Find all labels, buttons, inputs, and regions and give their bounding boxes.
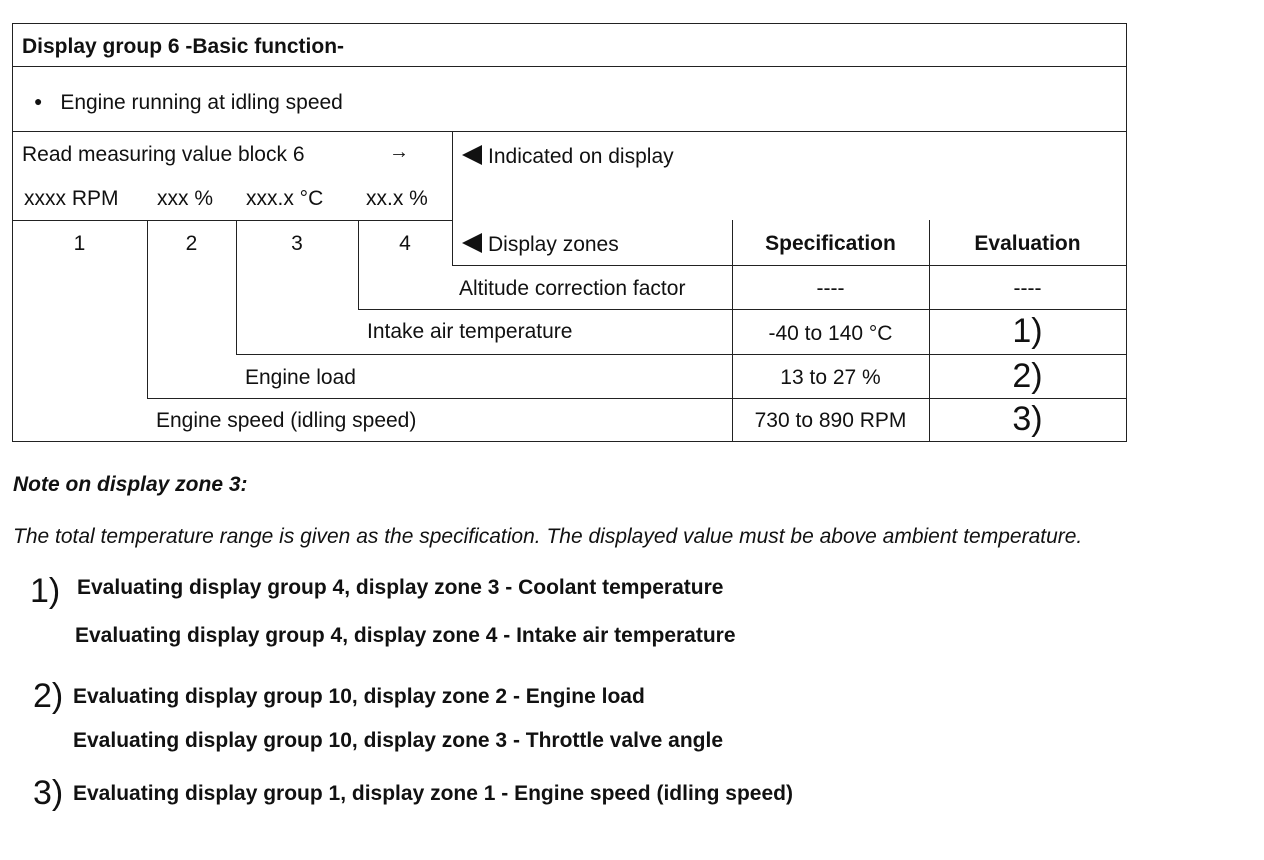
table-divider [452, 265, 1126, 266]
row-label: Engine load [245, 366, 356, 389]
specification-header: Specification [765, 232, 896, 255]
table-title: Display group 6 -Basic function- [22, 35, 345, 58]
unit-zone-3: xxx.x °C [246, 187, 324, 210]
bullet-icon: ● [34, 93, 43, 109]
table-border-bottom [12, 441, 1126, 442]
unit-zone-1: xxxx RPM [24, 187, 119, 210]
table-divider [452, 131, 453, 266]
row-eval: 1) [1012, 312, 1043, 350]
table-divider [236, 354, 1126, 355]
ref-line: Evaluating display group 10, display zone 3 - Throttle valve angle [73, 729, 723, 752]
zone-number-2: 2 [185, 232, 198, 255]
display-zones-label: Display zones [488, 233, 619, 256]
indicated-label: Indicated on display [488, 145, 674, 168]
display-zones-header [462, 233, 619, 255]
table-divider [12, 66, 1126, 67]
zone-number-1: 1 [73, 232, 86, 255]
row-spec: 730 to 890 RPM [754, 409, 907, 432]
triangle-left-icon [462, 145, 482, 165]
row-label: Altitude correction factor [459, 277, 686, 300]
ref-line: Evaluating display group 1, display zone 1 - Engine speed (idling speed) [73, 782, 793, 805]
row-spec: ---- [816, 277, 845, 300]
table-divider [147, 398, 1126, 399]
evaluation-header: Evaluation [974, 232, 1081, 255]
table-divider [12, 220, 452, 221]
ref-line: Evaluating display group 10, display zone 2 - Engine load [73, 685, 645, 708]
table-divider [358, 309, 1126, 310]
note-title: Note on display zone 3: [13, 473, 248, 496]
unit-zone-4: xx.x % [366, 187, 428, 210]
table-border-right [1126, 23, 1127, 442]
ref-number: 3) [33, 774, 64, 812]
indicated-on-display [462, 145, 674, 167]
ref-number: 1) [30, 572, 61, 610]
read-block-label: Read measuring value block 6 [22, 143, 305, 166]
row-eval: 3) [1012, 400, 1043, 438]
condition-row [34, 92, 343, 113]
condition-text: Engine running at idling speed [60, 91, 343, 114]
unit-zone-2: xxx % [157, 187, 214, 210]
table-border-top [12, 23, 1126, 24]
ref-number: 2) [33, 677, 64, 715]
row-spec: 13 to 27 % [780, 366, 881, 389]
row-label: Intake air temperature [367, 320, 573, 343]
ref-line: Evaluating display group 4, display zone 3 - Coolant temperature [77, 576, 724, 599]
note-text: The total temperature range is given as the specification. The displayed value must be above ambient temperature. [13, 525, 1083, 548]
row-eval: 2) [1012, 357, 1043, 395]
triangle-left-icon [462, 233, 482, 253]
row-eval: ---- [1013, 277, 1042, 300]
arrow-right-icon: → [389, 141, 409, 163]
table-divider [12, 131, 1126, 132]
zone-number-4: 4 [399, 232, 411, 255]
zone-number-3: 3 [291, 232, 303, 255]
ref-line: Evaluating display group 4, display zone 4 - Intake air temperature [75, 624, 736, 647]
row-label: Engine speed (idling speed) [156, 409, 417, 432]
row-spec: -40 to 140 °C [768, 322, 893, 345]
